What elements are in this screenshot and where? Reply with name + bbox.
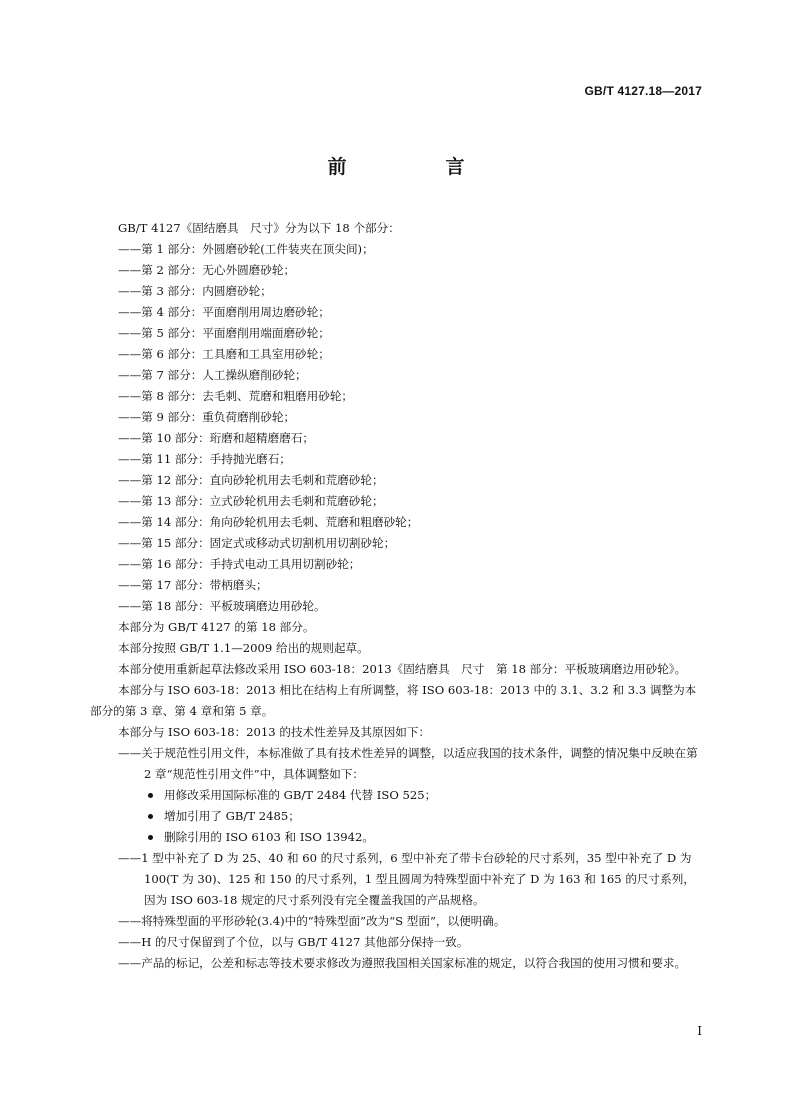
list-item: ——第 18 部分：平板玻璃磨边用砂轮。 (118, 599, 326, 613)
list-item: ——第 11 部分：手持抛光磨石； (118, 452, 291, 466)
standard-code: GB/T 4127.18—2017 (584, 84, 702, 98)
paragraph: 本部分与 ISO 603-18：2013 相比在结构上有所调整，将 ISO 603-18：2013 中的 3.1、3.2 和 3.3 调整为本部分的第 3 章、第 4 章和第 5 章。 (90, 683, 697, 718)
bullet-item (90, 785, 704, 806)
list-item: ——H 的尺寸保留到了个位，以与 GB/T 4127 其他部分保持一致。 (118, 935, 469, 949)
foreword-body (90, 218, 704, 974)
parts-list (90, 239, 704, 617)
list-item: ——第 9 部分：重负荷磨削砂轮； (118, 410, 296, 424)
intro-paragraph: GB/T 4127《固结磨具 尺寸》分为以下 18 个部分： (118, 221, 400, 235)
bullet-item (90, 827, 704, 848)
list-item: ——第 7 部分：人工操纵磨削砂轮； (118, 368, 307, 382)
list-item: ——第 3 部分：内圆磨砂轮； (118, 284, 272, 298)
list-item: ——第 8 部分：去毛刺、荒磨和粗磨用砂轮； (118, 389, 354, 403)
list-item: ——第 16 部分：手持式电动工具用切割砂轮； (118, 557, 361, 571)
list-item: ——1 型中补充了 D 为 25、40 和 60 的尺寸系列，6 型中补充了带卡台砂轮的尺寸系列，35 型中补充了 D 为 100(T 为 30)、125 和 150 的尺寸系列，1 型且圆周为特殊型面中补充了 D 为 163 和 165 的尺寸系列，因为 ISO 603-18 规定的尺寸系列没有完全覆盖我国的产品规格。 (118, 851, 695, 907)
list-item: ——第 5 部分：平面磨削用端面磨砂轮； (118, 326, 330, 340)
list-item: ——第 1 部分：外圆磨砂轮(工件装夹在顶尖间)； (118, 242, 374, 256)
list-item: ——第 10 部分：珩磨和超精磨磨石； (118, 431, 315, 445)
list-item: ——第 13 部分：立式砂轮机用去毛刺和荒磨砂轮； (118, 494, 384, 508)
bullet-item (90, 806, 704, 827)
list-item: ——第 15 部分：固定式或移动式切割机用切割砂轮； (118, 536, 396, 550)
list-item: ——第 2 部分：无心外圆磨砂轮； (118, 263, 296, 277)
list-item: ——第 12 部分：直向砂轮机用去毛刺和荒磨砂轮； (118, 473, 384, 487)
list-item: ——关于规范性引用文件，本标准做了具有技术性差异的调整，以适应我国的技术条件，调整的情况集中反映在第 2 章“规范性引用文件”中，具体调整如下： (118, 746, 698, 781)
list-item: ——第 4 部分：平面磨削用周边磨砂轮； (118, 305, 330, 319)
page-number: I (697, 1024, 702, 1038)
paragraph: 本部分为 GB/T 4127 的第 18 部分。 (118, 620, 315, 634)
paragraph: 本部分按照 GB/T 1.1—2009 给出的规则起草。 (118, 641, 369, 655)
bullet-text: 删除引用的 ISO 6103 和 ISO 13942。 (164, 830, 375, 844)
bullet-text: 增加引用了 GB/T 2485； (164, 809, 300, 823)
list-item: ——第 6 部分：工具磨和工具室用砂轮； (118, 347, 330, 361)
differences-list (90, 743, 704, 974)
list-item: ——第 17 部分：带柄磨头； (118, 578, 268, 592)
paragraph: 本部分使用重新起草法修改采用 ISO 603-18：2013《固结磨具 尺寸 第 18 部分：平板玻璃磨边用砂轮》。 (118, 662, 687, 676)
list-item: ——第 14 部分：角向砂轮机用去毛刺、荒磨和粗磨砂轮； (118, 515, 419, 529)
list-item: ——将特殊型面的平形砂轮(3.4)中的“特殊型面”改为“S 型面”，以便明确。 (118, 914, 506, 928)
bullet-text: 用修改采用国际标准的 GB/T 2484 代替 ISO 525； (164, 788, 437, 802)
list-item: ——产品的标记，公差和标志等技术要求修改为遵照我国相关国家标准的规定，以符合我国的使用习惯和要求。 (118, 956, 687, 970)
paragraph: 本部分与 ISO 603-18：2013 的技术性差异及其原因如下： (118, 725, 431, 739)
page-title: 前 言 (327, 156, 505, 178)
